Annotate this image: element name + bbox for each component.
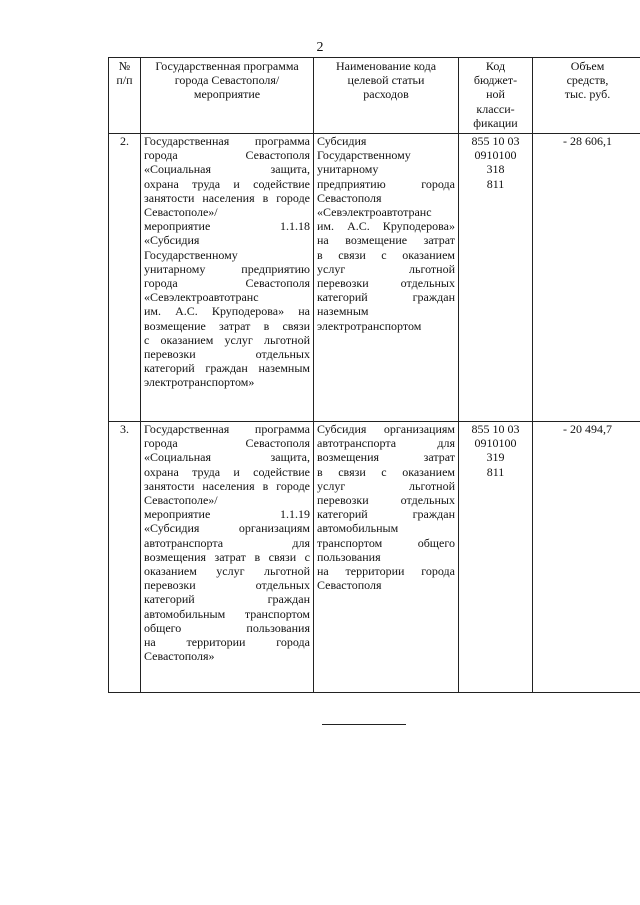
cell-text-line: города Севастополя [144,276,310,291]
budget-code-cell [459,422,533,693]
cell-text-line: категорий граждан наземным [144,361,310,376]
cell-text-line: автотранспорта для [317,436,455,451]
header-volume [533,58,640,134]
cell-text-line: Государственная программа [144,422,310,437]
cell-text-line: «Севэлектроавтотранс [144,290,259,305]
cell-text-line: возмещения затрат [317,450,455,465]
cell-text-line: класси- [476,101,515,116]
cell-text-line: на территории города [317,564,455,579]
volume-cell: - 28 606,1 [533,134,640,422]
cell-text-line: охрана труда и содействие [144,464,310,479]
cell-text-line: занятости населения в городе [144,478,310,493]
cell-text-line: Государственному [317,148,411,163]
cell-text-line: Севастополя» [144,649,215,664]
header-budget-code [459,58,533,134]
cell-text-line: «Социальная защита, [144,450,310,465]
cell-text-line: «Социальная защита, [144,162,310,177]
cell-text-line: города Севастополя [144,148,310,163]
cell-text-line: № [118,59,131,73]
cell-text-line: охрана труда и содействие [144,176,310,191]
table-header-row [109,58,640,134]
cell-text-line: «Субсидия [144,233,200,248]
cell-text-line: наземным [317,304,369,319]
cell-text-line: перевозки отдельных [144,578,310,593]
cell-text-line: оказанием услуг льготной [144,564,310,579]
cell-text-line: п/п [116,73,133,88]
cell-text-line: 0910100 [474,148,517,163]
table-row [109,134,640,422]
cell-text-line: мероприятие 1.1.19 [144,507,310,522]
cell-text-line: расходов [363,87,409,102]
cell-text-line: города Севастополя/ [174,73,280,88]
cell-text-line: Государственному [144,247,238,262]
cell-text-line: в связи с оказанием [317,247,455,262]
row-number: 2. [109,134,141,422]
cell-text-line: возмещения затрат в связи с [144,549,310,564]
program-cell [141,422,314,693]
cell-text-line: Наименование кода [335,59,437,73]
cell-text-line: в связи с оказанием [317,464,455,479]
cell-text-line: услуг льготной [317,261,455,276]
cell-text-line: с оказанием услуг льготной [144,332,310,347]
cell-text-line: категорий граждан [317,507,455,522]
cell-text-line: услуг льготной [317,478,455,493]
cell-text-line: бюджет- [473,73,518,88]
cell-text-line: фикации [473,115,518,130]
cell-text-line: Севастополе»/ [144,493,218,508]
cell-text-line: транспортом общего [317,535,455,550]
page-number: 2 [316,40,324,55]
cell-text-line: 855 10 03 [471,134,520,149]
cell-text-line: 318 [486,162,505,177]
cell-text-line: 811 [486,176,505,191]
cell-text-line: Код [485,59,506,73]
cell-text-line: 319 [486,450,505,465]
closing-rule [322,724,406,725]
cell-text-line: им. А.С. Круподерова» на [144,304,310,319]
cell-text-line: автомобильным [317,521,399,536]
cell-text-line: мероприятие 1.1.18 [144,219,310,234]
cell-text-line: унитарному предприятию [144,261,310,276]
cell-text-line: категорий граждан [144,592,310,607]
cell-text-line: возмещение затрат в связи [144,318,310,333]
row-number: 3. [109,422,141,693]
cell-text-line: им. А.С. Круподерова» [317,219,455,234]
code-name-cell [314,134,459,422]
cell-text-line: Государственная программа [144,134,310,149]
cell-text-line: автомобильным транспортом [144,606,310,621]
cell-text-line: целевой статьи [347,73,425,88]
cell-text-line: Государственная программа [155,59,299,73]
budget-table [108,57,640,693]
cell-text-line: «Севэлектроавтотранс [317,205,432,220]
cell-text-line: тыс. руб. [564,87,611,102]
cell-text-line: электротранспортом [317,318,422,333]
cell-text-line: 855 10 03 [471,422,520,437]
cell-text-line: категорий граждан [317,290,455,305]
cell-text-line: Объем [570,59,605,73]
volume-cell: - 20 494,7 [533,422,640,693]
table-row [109,422,640,693]
cell-text-line: электротранспортом» [144,375,255,390]
cell-text-line: предприятию города [317,176,455,191]
cell-text-line: перевозки отдельных [317,276,455,291]
cell-text-line: Севастополя [317,190,382,205]
cell-text-line: на территории города [144,635,310,650]
cell-text-line: на возмещение затрат [317,233,455,248]
cell-text-line: общего пользования [144,620,310,635]
cell-text-line: унитарному [317,162,379,177]
header-program [141,58,314,134]
code-name-cell [314,422,459,693]
cell-text-line: Субсидия организациям [317,422,455,437]
cell-text-line: Субсидия [317,134,367,149]
cell-text-line: средств, [566,73,609,88]
budget-code-cell [459,134,533,422]
header-number [109,58,141,134]
program-cell [141,134,314,422]
cell-text-line: 811 [486,464,505,479]
cell-text-line: перевозки отдельных [144,347,310,362]
cell-text-line: пользования [317,549,381,564]
cell-text-line: ной [486,87,505,102]
header-code-name [314,58,459,134]
cell-text-line: Севастополе»/ [144,205,218,220]
cell-text-line: Севастополя [317,578,382,593]
cell-text-line: 0910100 [474,436,517,451]
cell-text-line: «Субсидия организациям [144,521,310,536]
cell-text-line: мероприятие [193,87,261,102]
cell-text-line: города Севастополя [144,436,310,451]
cell-text-line: автотранспорта для [144,535,310,550]
cell-text-line: перевозки отдельных [317,493,455,508]
cell-text-line: занятости населения в городе [144,190,310,205]
